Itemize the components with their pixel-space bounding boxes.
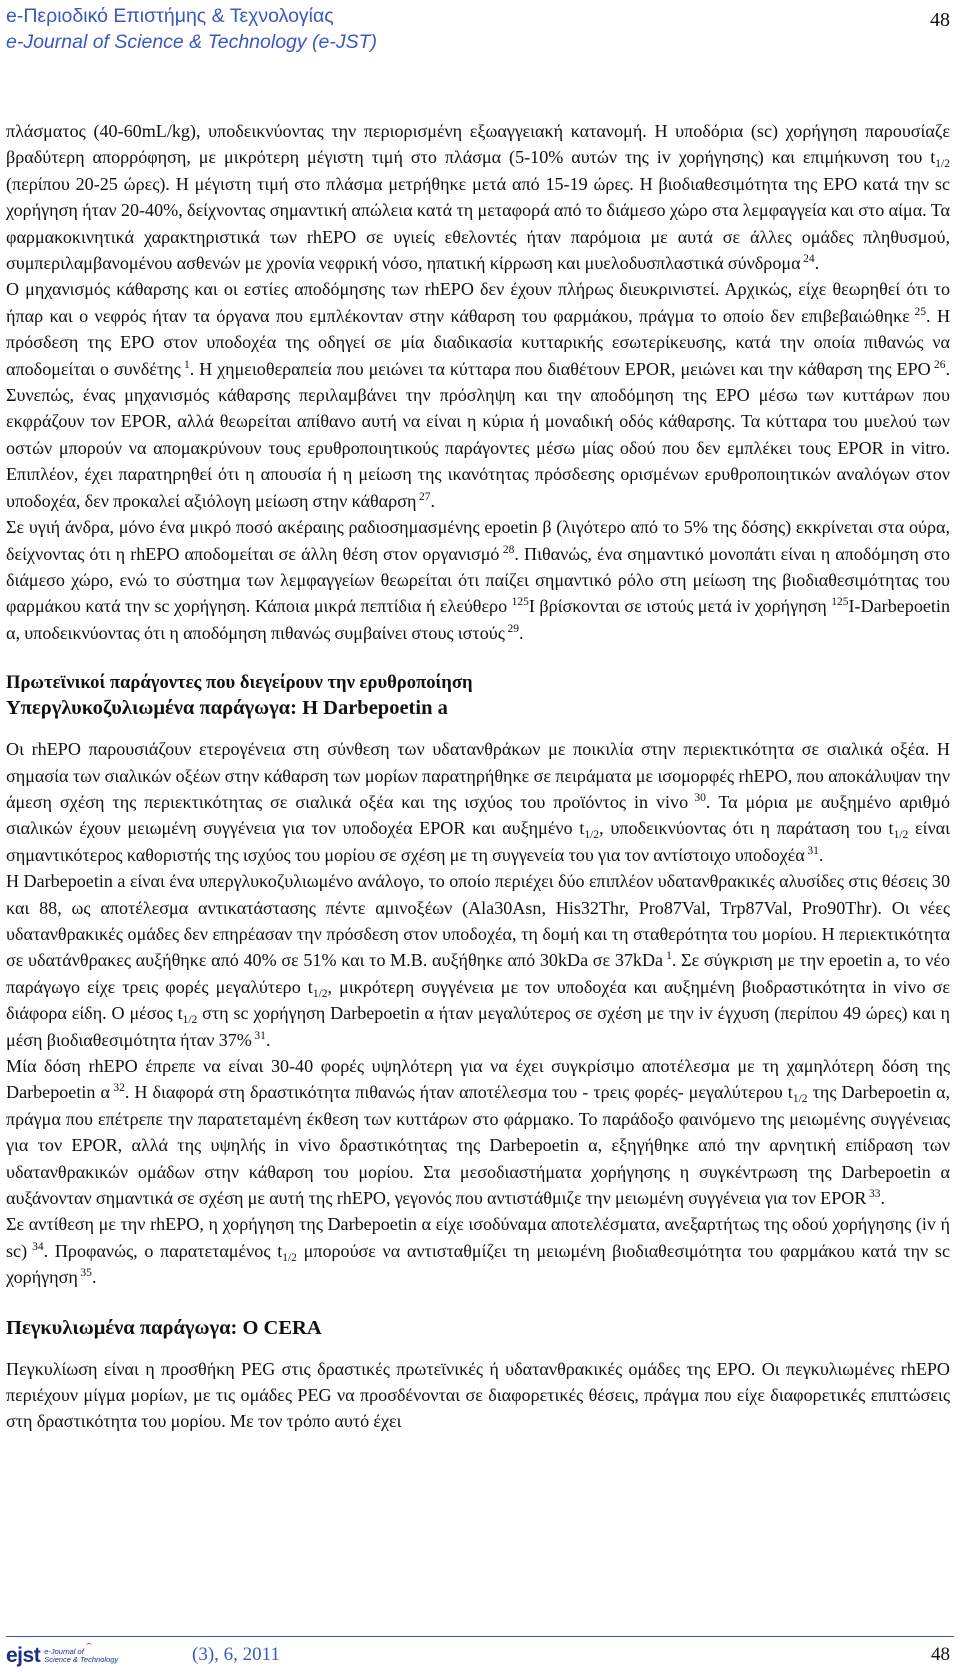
text-run: πλάσματος (40-60mL/kg), υποδεικνύοντας την περιορισμένη εξωαγγειακή κατανομή. Η υποδόρια (sc) χορήγηση παρουσίαζε βραδύτερη απορρόφηση, με μικρότερη μέγιστη τιμή στο πλάσμα (5-10% αυτών της iv χορήγησης) και επιμήκυνση του t <box>6 121 950 168</box>
issue-info: (3), 6, 2011 <box>192 1644 280 1665</box>
text-run: Σε υγιή άνδρα, μόνο ένα μικρό ποσό ακέραιης ραδιοσημασμένης epoetin β (λιγότερο από το 5% της δόσης) εκκρίνεται στα ούρα, δείχνοντας ότι η rhEPO αποδομείται σε άλλη θέση στον οργανισμό <box>6 517 950 564</box>
citation-ref: 30 <box>688 791 706 804</box>
text-run: Σε αντίθεση με την rhEPO, η χορήγηση της Darbepoetin α είχε ισοδύναμα αποτελέσματα, ανεξαρτήτως της οδού χορήγησης (iv ή sc) <box>6 1214 950 1261</box>
citation-ref: 31 <box>804 844 819 857</box>
text-run: . <box>430 490 436 511</box>
text-run: . Συνεπώς, ένας μηχανισμός κάθαρσης περιλαμβάνει την πρόσληψη και την αποδόμηση της EPO μέσω των κυττάρων που εκφράζουν τον EPOR, αλλά θεωρείται απίθανο αυτή να είναι η κύρια ή μοναδική οδός κάθαρσης. Τα κύτταρα του μυελού των οστών μπορούν να απομακρύνουν τους ερυθροποιητικούς παράγοντες μέσω μίας οδού που δεν εμπλέκει τους EPOR in vitro. Επιπλέον, έχει παρατηρηθεί ότι η απουσία ή η μείωση της ικανότητας πρόσδεσης ορισμένων ερυθροποιητικών αναλόγων στον υποδοχέα, δεν προκαλεί αξιόλογη μείωση στην κάθαρση <box>6 358 951 511</box>
text-run: (περίπου 20-25 ώρες). Η μέγιστη τιμή στο πλάσμα μετρήθηκε μετά από 15-19 ώρες. Η βιοδιαθεσιμότητα της EPO κατά την sc χορήγηση ήταν 20-40%, δείχνοντας σημαντική απώλεια κατά τη μεταφορά από το διάμεσο χώρο στα λεμφαγγεία και στο αίμα. Τα φαρμακοκινητικά χαρακτηριστικά των rhEPO σε υγιείς εθελοντές ήταν παρόμοια με αυτά σε άλλες ομάδες πληθυσμού, συμπεριλαμβανομένου ασθενών με χρονία νεφρική νόσο, ηπατική κίρρωση και μυελοδυσπλαστικά σύνδρομα <box>6 173 950 274</box>
text-run: . <box>91 1267 97 1288</box>
citation-ref: 27 <box>416 490 431 503</box>
citation-ref: 28 <box>499 543 515 556</box>
text-run: στη sc χορήγηση Darbepoetin α ήταν μεγαλύτερος σε σχέση με την iv έγχυση (περίπου 49 ώρες) και η μέση βιοδιαθεσιμότητα ήταν 37% <box>6 1003 950 1050</box>
superscript: 125 <box>511 596 529 609</box>
text-run: . <box>265 1029 271 1050</box>
logo-tagline-line2: Science & Technology <box>44 1655 119 1664</box>
subsection-heading: Υπεργλυκοζυλιωμένα παράγωγα: Η Darbepoetin a <box>6 697 448 720</box>
text-run: Μία δόση rhEPO έπρεπε να είναι 30-40 φορές υψηλότερη για να έχει συγκρίσιμο αποτέλεσμα με τη χαμηλότερη δόση της Darbepoetin α <box>6 1056 950 1103</box>
citation-ref: 32 <box>109 1082 125 1095</box>
superscript: 125 <box>831 596 849 609</box>
text-run: I-Darbepoetin α, υποδεικνύοντας ότι η αποδόμηση πιθανώς συμβαίνει στους ιστούς <box>6 596 950 643</box>
page-footer <box>6 1636 954 1670</box>
subscript: 1/2 <box>182 1014 198 1027</box>
paragraph-darbepoetin-structure <box>6 868 950 1053</box>
journal-title-english: e-Journal of Science & Technology (e-JST) <box>6 31 378 53</box>
text-run: . Η πρόσδεση της EPO στον υποδοχέα της οδηγεί σε μία διαδικασία κυτταρικής εσωτερίκευσης, κατά την οποία πιθανώς να αποδομείται ο συνδέτης <box>6 305 951 379</box>
citation-ref: 34 <box>27 1240 44 1253</box>
paragraph-pegylation: Πεγκυλίωση είναι η προσθήκη PEG στις δραστικές πρωτεϊνικές ή υδατανθρακικές ομάδες της EPO. Οι πεγκυλιωμένες rhEPO περιέχουν μίγμα μορίων, με τις ομάδες PEG να προσδένονται σε διαφορετικές θέσεις, πράγμα που είχε διαφορετικές επιπτώσεις στη δραστικότητα του μορίου. Με τον τρόπο αυτό έχει <box>6 1358 950 1432</box>
subscript: 1/2 <box>282 1251 297 1264</box>
text-run: . Τα μόρια με αυξημένο αριθμό σιαλικών έχουν μειωμένη συγγένεια για τον υποδοχέα EPOR και αυξημένο t <box>6 791 951 839</box>
text-run: Η Darbepoetin a είναι ένα υπεργλυκοζυλιωμένο ανάλογο, το οποίο περιέχει δύο επιπλέον υδατανθρακικές αλυσίδες στις θέσεις 30 και 88, ως αποτέλεσμα αντικατάστασης πέντε αμινοξέων (Ala30Asn, His32Thr, Pro87Val, Trp87Val, Pro90Thr). Οι νέες υδατανθρακικές ομάδες δεν επηρέασαν την πρόσδεση στον υποδοχέα, τη δομή και τη σταθερότητα του μορίου. Η περιεκτικότητα σε υδατάνθρακες αυξήθηκε από 40% σε 51% και το Μ.Β. αυξήθηκε από 30kDa σε 37kDa <box>6 871 950 971</box>
text-run: μπορούσε να αντισταθμίζει τη μειωμένη βιοδιαθεσιμότητα του φαρμάκου κατά την sc χορήγηση <box>6 1240 950 1288</box>
paragraph-degradation <box>6 514 950 646</box>
paragraph-administration-route <box>6 1211 950 1290</box>
journal-logo <box>6 1641 118 1667</box>
subscript: 1/2 <box>792 1093 808 1106</box>
citation-ref: 33 <box>866 1188 881 1201</box>
text-run: Ο μηχανισμός κάθαρσης και οι εστίες αποδόμησης των rhEPO δεν έχουν πλήρως διευκρινιστεί. Αρχικώς, είχε θεωρηθεί ότι το ήπαρ και ο νεφρός ήταν τα όργανα που εμπλέκονταν στην κάθαρση του φαρμάκου, πράγμα το οποίο δεν επιβεβαιώθηκε <box>6 279 950 326</box>
subsection-heading: Πεγκυλιωμένα παράγωγα: Ο CERA <box>6 1316 322 1339</box>
logo-tagline <box>44 1643 118 1664</box>
journal-title-greek: e-Περιοδικό Επιστήμης & Τεχνολογίας <box>6 5 334 27</box>
text-run: . <box>518 622 524 643</box>
paragraph-pharmacokinetics <box>6 118 950 276</box>
citation-ref: 25 <box>909 305 927 318</box>
text-run: . Η διαφορά στη δραστικότητα πιθανώς ήταν αποτέλεσμα του - τρεις φορές- μεγαλύτερου t <box>124 1082 793 1103</box>
spacer <box>6 1291 950 1315</box>
text-run: . Σε σύγκριση με την epoetin a, το νέο παράγωγο είχε τρεις φορές μεγαλύτερο t <box>6 950 951 997</box>
spacer <box>6 646 950 670</box>
paragraph-sialic-acids <box>6 736 950 868</box>
text-run: . <box>818 844 824 865</box>
subscript: 1/2 <box>312 987 328 1000</box>
spacer <box>6 722 950 736</box>
logo-tagline-line1: e-Journal of <box>44 1647 84 1656</box>
subscript: 1/2 <box>584 829 600 842</box>
text-run: Οι rhEPO παρουσιάζουν ετερογένεια στη σύνθεση των υδατανθράκων με ποικιλία στην περιεκτικότητα σε σιαλικά οξέα. Η σημασία των σιαλικών οξέων στην κάθαρση των μορίων παρατηρήθηκε σε πειράματα με ισομορφές rhEPO, που αποκάλυψαν την άμεση σχέση της περιεκτικότητας σε σιαλικά οξέα και της ισχύος του προϊόντος in vivo <box>6 739 950 812</box>
page-number-footer: 48 <box>931 1644 950 1665</box>
page-number-header: 48 <box>930 9 950 31</box>
swoosh-icon <box>86 1643 92 1650</box>
text-run: . <box>880 1188 886 1209</box>
text-run: , υποδεικνύοντας ότι η παράταση του t <box>599 818 894 839</box>
article-body <box>6 118 950 1435</box>
paragraph-clearance-mechanism <box>6 276 950 514</box>
text-run: . Προφανώς, ο παρατεταμένος t <box>43 1240 283 1261</box>
text-run: I βρίσκονται σε ιστούς μετά iv χορήγηση <box>528 596 832 617</box>
citation-ref: 1 <box>663 950 672 963</box>
text-run: . Η χημειοθεραπεία που μειώνει τα κύτταρα που διαθέτουν EPOR, μειώνει και την κάθαρση της EPO <box>189 358 931 379</box>
subscript: 1/2 <box>935 158 950 171</box>
citation-ref: 26 <box>930 358 946 371</box>
spacer <box>6 1342 950 1356</box>
citation-ref: 29 <box>504 622 519 635</box>
citation-ref: 35 <box>77 1267 92 1280</box>
logo-text: ejst <box>6 1644 41 1667</box>
text-run: . <box>814 253 820 274</box>
subscript: 1/2 <box>893 829 909 842</box>
text-run: είναι σημαντικότερος καθοριστής της ισχύος του μορίου σε σχέση με τη συγγενεία του για τον αντίστοιχο υποδοχέα <box>6 818 950 865</box>
text-run: . Πιθανώς, ένα σημαντικό μονοπάτι είναι η αποδόμηση στο διάμεσο χώρο, ενώ το σύστημα των λεμφαγγείων θεωρείται ότι παίζει σημαντικό ρόλο στη μείωση της βιοδιαθεσιμότητας του φαρμάκου κατά την sc χορήγηση. Κάποια μικρά πεπτίδια ή ελεύθερο <box>6 543 951 617</box>
citation-ref: 31 <box>251 1029 266 1042</box>
citation-ref: 24 <box>800 253 815 266</box>
citation-ref: 1 <box>180 358 190 371</box>
text-run: , μικρότερη συγγένεια με τον υποδοχέα και αυξημένη βιοδραστικότητα in vivo σε διάφορα είδη. Ο μέσος t <box>6 976 950 1024</box>
text-run: της Darbepoetin α, πράγμα που επέτρεπε την παρατεταμένη έκθεση των κυττάρων στο φάρμακο. Το παράδοξο φαινόμενο της μειωμένης συγγένειας για τον EPOR, αλλά της υψηλής in vivo δραστικότητας της Darbepoetin α, εξηγήθηκε από την αρνητική επίδραση των υδατανθρακικών ομάδων στην κάθαρση του μορίου. Στα μεσοδιαστήματα χορήγησης η συγκέντρωση της Darbepoetin α αυξάνονταν σημαντικά σε σχέση με αυτή της rhEPO, γεγονός που αντιστάθμιζε την μειωμένη συγγένεια για τον EPOR <box>6 1082 951 1209</box>
page-header <box>6 4 954 56</box>
paragraph-darbepoetin-dosing <box>6 1053 950 1211</box>
footer-divider <box>6 1636 954 1637</box>
section-heading: Πρωτεϊνικοί παράγοντες που διεγείρουν την ερυθροποίηση <box>6 672 473 694</box>
